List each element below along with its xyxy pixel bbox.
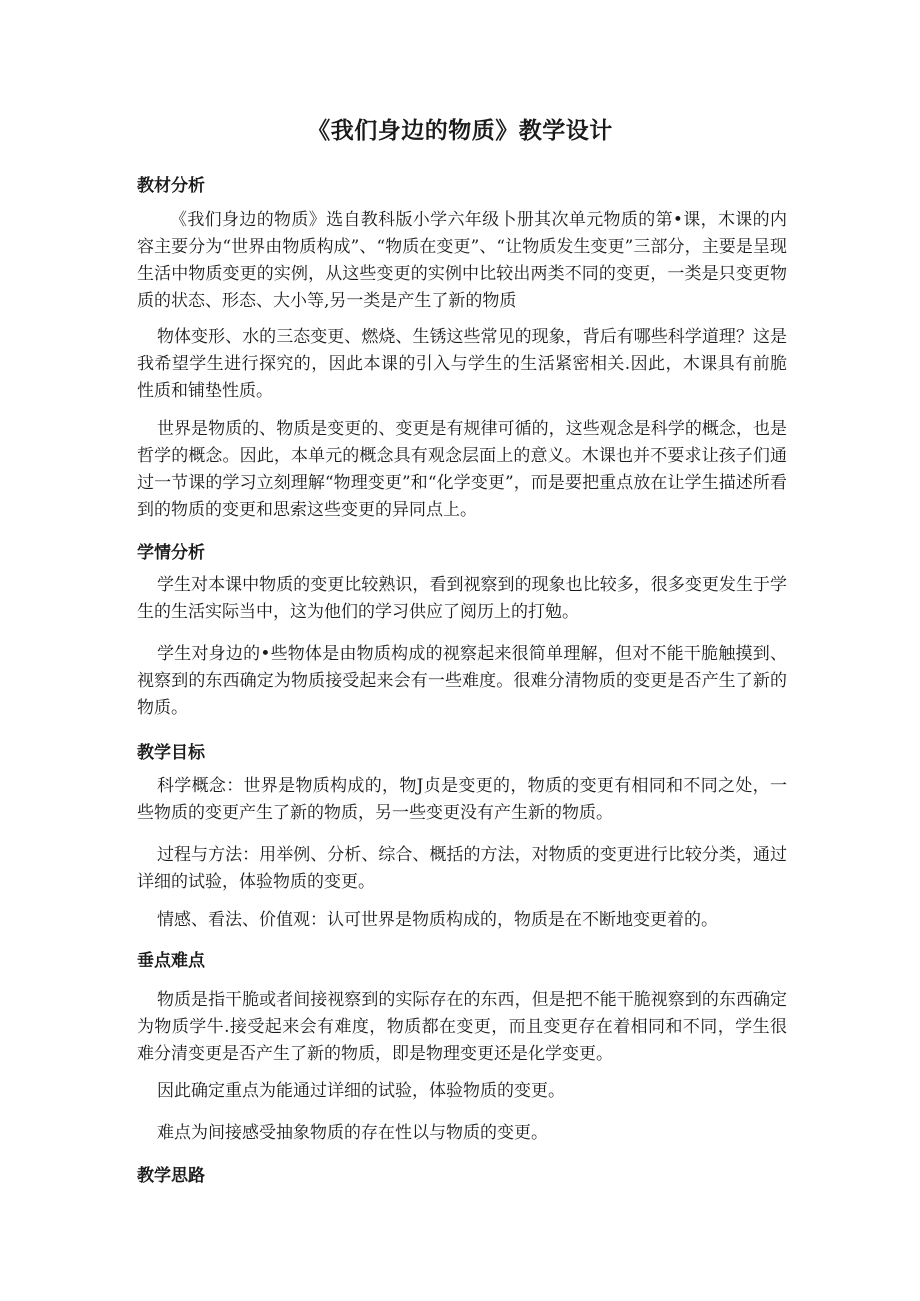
paragraph: 物质是指干脆或者间接视察到的实际存在的东西，但是把不能干脆视察到的东西确定为物质学牛.接受起来会有难度，物质都在变更，而且变更存在着相同和不同，学生很难分清变更是否产生了新的物质，即是物理变更还是化学变更。: [137, 990, 787, 1064]
paragraph: 学生对本课中物质的变更比较熟识，看到视察到的现象也比较多，很多变更发生于学生的生活实际当中，这为他们的学习供应了阅历上的打勉。: [137, 575, 787, 622]
paragraph: 难点为间接感受抽象物质的存在性以与物质的变更。: [157, 1123, 548, 1143]
paragraph: 情感、看法、价值观：认可世界是物质构成的，物质是在不断地变更着的。: [157, 910, 718, 930]
section-heading-teaching-goals: 教学目标: [137, 743, 205, 763]
paragraph: 科学概念：世界是物质构成的，物J贞是变更的，物质的变更有相同和不同之处，一些物质的变更产生了新的物质，另一些变更没有产生新的物质。: [137, 776, 787, 823]
section-heading-textbook-analysis: 教材分析: [137, 176, 205, 196]
section-heading-student-analysis: 学情分析: [137, 543, 205, 563]
section-heading-key-difficulties: 垂点难点: [137, 951, 205, 971]
paragraph: 世界是物质的、物质是变更的、变更是有规律可循的，这些观念是科学的概念，也是哲学的概念。因此，本单元的概念具有观念层面上的意义。木课也并不要求让孩子们通过一节课的学习立刻理解“物理变更”和“化学变更”，而是要把重点放在让学生描述所看到的物质的变更和思索这些变更的异同点上。: [137, 419, 787, 520]
paragraph: 《我们身边的物质》选自教科版小学六年级卜册其次单元物质的第•课，木课的内容主要分为“世界由物质构成”、“物质在变更”、“让物质发生变更”三部分，主要是呈现生活中物质变更的实例，从这些变更的实例中比较出两类不同的变更，一类是只变更物质的状态、形态、大小等,另一类是产生了新的物质: [137, 210, 787, 311]
section-heading-teaching-approach: 教学思路: [137, 1166, 205, 1186]
paragraph: 过程与方法：用举例、分析、综合、概括的方法，对物质的变更进行比较分类，通过详细的试验，体验物质的变更。: [137, 845, 787, 892]
paragraph: 因此确定重点为能通过详细的试验，体验物质的变更。: [157, 1081, 565, 1101]
document-title: 《我们身边的物质》教学设计: [307, 118, 613, 144]
paragraph: 物体变形、水的三态变更、燃烧、生锈这些常见的现象，背后有哪些科学道理？这是我希望学生进行探究的，因此本课的引入与学生的生活紧密相关.因此，木课具有前脆性质和铺垫性质。: [137, 327, 787, 401]
paragraph: 学生对身边的•些物体是由物质构成的视察起来很简单理解，但对不能干脆触摸到、视察到的东西确定为物质接受起来会有一些难度。很难分清物质的变更是否产生了新的物质。: [137, 644, 787, 718]
